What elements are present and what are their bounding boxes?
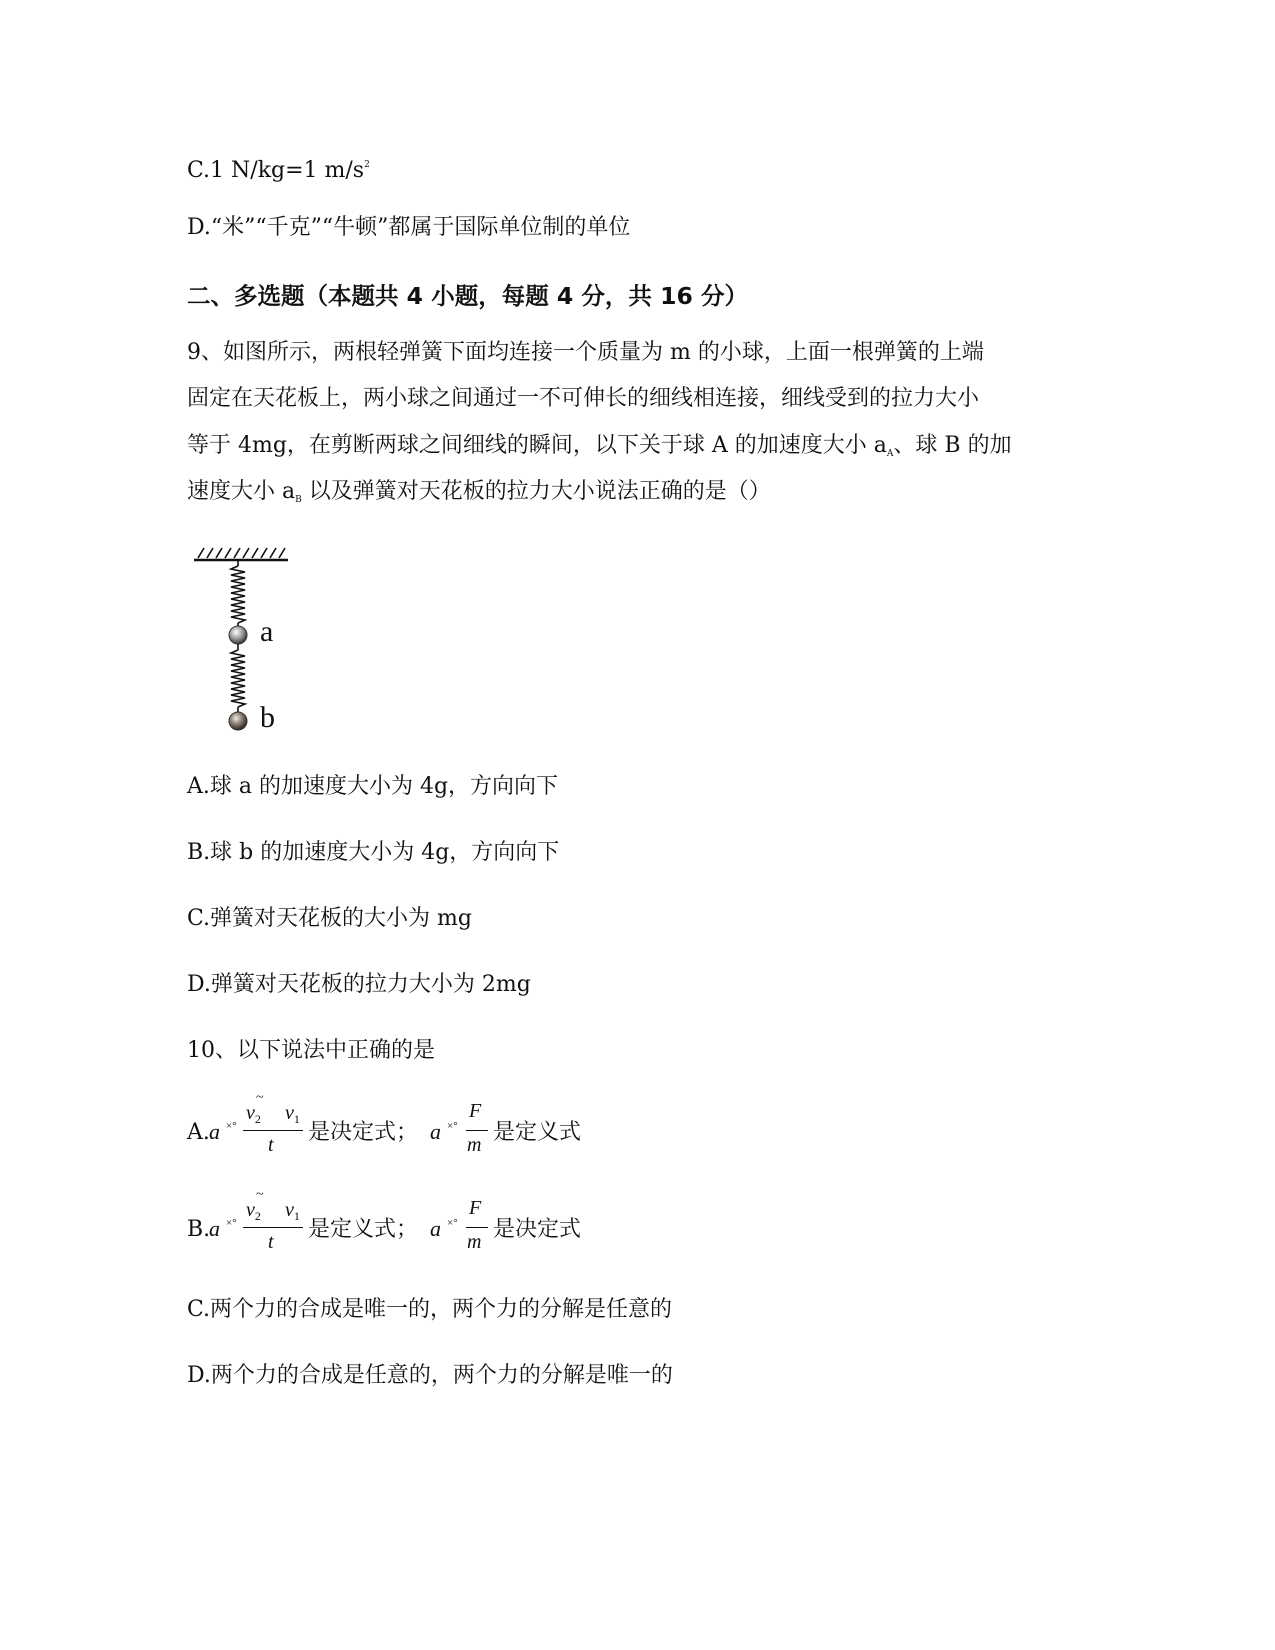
spring-ball-figure [190, 540, 310, 740]
q9-subscript-a: A [886, 449, 894, 459]
ceiling [194, 548, 288, 560]
q9-option-c: C.弹簧对天花板的大小为 mg [187, 906, 472, 931]
q10-option-b-denominator-t: t [268, 1231, 274, 1253]
q9-option-b: B.球 b 的加速度大小为 4g，方向向下 [187, 840, 560, 865]
q10-option-a-var-a: a [209, 1119, 220, 1144]
q10-option-a-numerator-f: F [469, 1100, 482, 1122]
q10-option-b-tilde: ~ [256, 1187, 264, 1202]
q10-option-a-denominator-t: t [268, 1134, 274, 1156]
q9-option-a: A.球 a 的加速度大小为 4g，方向向下 [187, 774, 559, 799]
q10-option-b-v1: $v_1$ [285, 1199, 300, 1223]
q9-stem-line-2: 固定在天花板上，两小球之间通过一不可伸长的细线相连接，细线受到的拉力大小 [187, 386, 980, 411]
q10-option-a-middle-text: 是决定式； [308, 1120, 419, 1145]
q8-option-c-text: C.1 N/kg=1 m/s [187, 158, 365, 183]
ball-a-label: a [260, 615, 274, 648]
q10-option-b-fraction-bar-1 [243, 1227, 303, 1228]
q10-option-a-label: A. [187, 1120, 210, 1145]
q10-option-b-end-text: 是决定式 [493, 1217, 582, 1242]
q10-option-a-fraction-bar-2 [466, 1130, 488, 1131]
q10-option-b-var-a-2: a [430, 1216, 441, 1241]
ball-b-label: b [260, 701, 275, 734]
q10-option-a-end-text: 是定义式 [493, 1120, 582, 1145]
q9-option-d: D.弹簧对天花板的拉力大小为 2mg [187, 972, 531, 997]
q9-stem-line-3-text: 等于 4mg，在剪断两球之间细线的瞬间，以下关于球 A 的加速度大小 a [187, 433, 887, 458]
q10-option-a-v1: $v_1$ [285, 1102, 300, 1126]
q10-option-d: D.两个力的合成是任意的，两个力的分解是唯一的 [187, 1363, 673, 1388]
section-heading: 二、多选题（本题共 4 小题，每题 4 分，共 16 分） [187, 282, 748, 310]
ball-a [229, 626, 247, 644]
q10-option-b-v2: $v_2$ [246, 1199, 261, 1223]
q9-stem-line-4 [187, 477, 771, 515]
q9-stem-line-4-end: 以及弹簧对天花板的拉力大小说法正确的是（） [301, 479, 771, 504]
q9-stem-line-1: 9、如图所示，两根轻弹簧下面均连接一个质量为 m 的小球，上面一根弹簧的上端 [187, 340, 984, 365]
ball-b [229, 712, 247, 730]
q10-option-b-var-a: a [209, 1216, 220, 1241]
q10-option-a-v2: $v_2$ [246, 1102, 261, 1126]
q9-stem-line-3-end: 、球 B 的加 [893, 433, 1012, 458]
upper-spring [231, 560, 245, 628]
q10-option-a-garbled-symbol: ×° [226, 1120, 237, 1132]
q10-option-b-denominator-m: m [467, 1231, 482, 1253]
q9-subscript-b: B [295, 495, 302, 505]
q10-option-a-denominator-m: m [467, 1134, 482, 1156]
q10-stem: 10、以下说法中正确的是 [187, 1038, 435, 1063]
q10-option-b-numerator-f: F [469, 1197, 482, 1219]
q10-option-a-garbled-symbol-2: ×° [447, 1120, 458, 1132]
q8-option-c [187, 150, 370, 186]
q9-stem-line-4-text: 速度大小 a [187, 479, 296, 504]
q10-option-b-fraction-bar-2 [466, 1227, 488, 1228]
q10-option-a-var-a-2: a [430, 1119, 441, 1144]
q10-option-a-fraction-bar-1 [243, 1130, 303, 1131]
q10-option-b-label: B. [187, 1217, 211, 1242]
q9-stem-line-3 [187, 431, 1012, 469]
q10-option-b-middle-text: 是定义式； [308, 1217, 419, 1242]
q10-option-a-tilde: ~ [256, 1090, 264, 1105]
q10-option-b-garbled-symbol-2: ×° [447, 1217, 458, 1229]
q8-option-c-superscript: 2 [364, 160, 370, 170]
lower-spring [231, 644, 245, 712]
q10-option-b-garbled-symbol: ×° [226, 1217, 237, 1229]
q10-option-c: C.两个力的合成是唯一的，两个力的分解是任意的 [187, 1297, 673, 1322]
q8-option-d: D.“米”“千克”“牛顿”都属于国际单位制的单位 [187, 215, 631, 240]
